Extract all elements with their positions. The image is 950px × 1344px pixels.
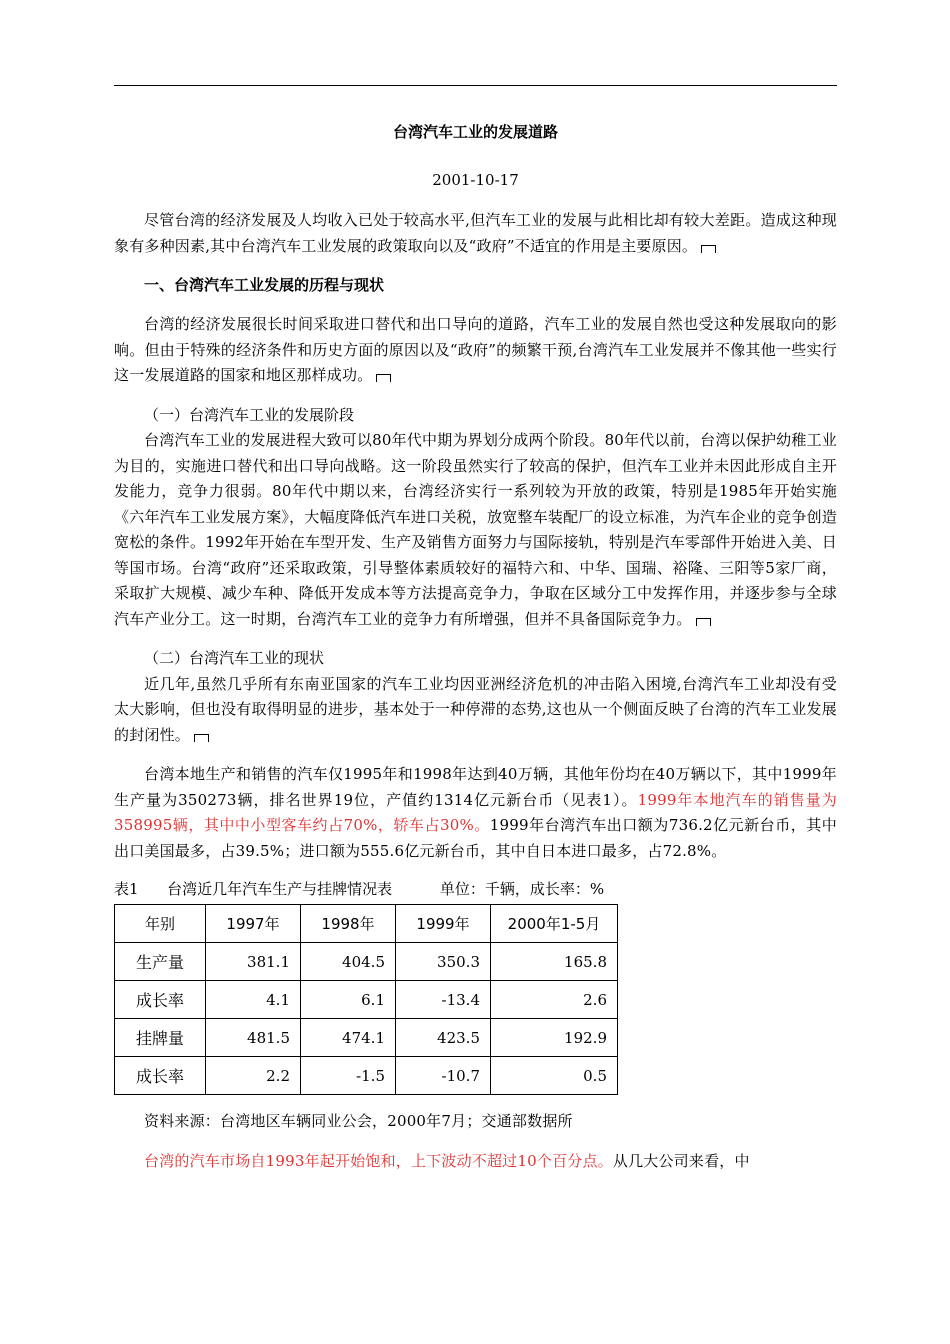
table-header-cell: 2000年1-5月 — [491, 905, 618, 943]
table-cell: 423.5 — [396, 1019, 491, 1057]
table-header-cell: 1997年 — [206, 905, 301, 943]
table-header-cell: 1998年 — [301, 905, 396, 943]
source-note: 资料来源：台湾地区车辆同业公会，2000年7月；交通部数据所 — [144, 1112, 573, 1130]
row-label: 成长率 — [115, 1057, 206, 1095]
table-header-cell: 年别 — [115, 905, 206, 943]
table-row — [115, 1019, 618, 1057]
production-table — [114, 904, 618, 1095]
table-row — [115, 943, 618, 981]
table-header-cell: 1999年 — [396, 905, 491, 943]
table-cell: 350.3 — [396, 943, 491, 981]
document-page — [114, 118, 837, 1174]
table-header-row — [115, 905, 618, 943]
table-row — [115, 981, 618, 1019]
table-cell: 481.5 — [206, 1019, 301, 1057]
table-cell: 381.1 — [206, 943, 301, 981]
subsection2-paragraph: 近几年,虽然几乎所有东南亚国家的汽车工业均因亚洲经济危机的冲击陷入困境,台湾汽车工业却没有受太大影响，但也没有取得明显的进步，基本处于一种停滞的态势,这也从一个侧面反映了台湾的汽车工业发展的封闭性。 — [114, 674, 837, 744]
document-title: 台湾汽车工业的发展道路 — [392, 123, 558, 141]
table-cell: 474.1 — [301, 1019, 396, 1057]
table-caption: 表1 台湾近几年汽车生产与挂牌情况表 单位：千辆，成长率：% — [114, 880, 605, 898]
table-cell: 165.8 — [491, 943, 618, 981]
table-cell: -10.7 — [396, 1057, 491, 1095]
row-label: 成长率 — [115, 981, 206, 1019]
table-row — [115, 1057, 618, 1095]
paragraph-mark-icon — [194, 734, 209, 742]
document-date: 2001-10-17 — [432, 171, 519, 189]
table-cell: 2.2 — [206, 1057, 301, 1095]
table-cell: -13.4 — [396, 981, 491, 1019]
table-cell: -1.5 — [301, 1057, 396, 1095]
header-rule — [114, 85, 837, 86]
row-label: 挂牌量 — [115, 1019, 206, 1057]
section-heading: 一、台湾汽车工业发展的历程与现状 — [144, 276, 385, 294]
table-cell: 404.5 — [301, 943, 396, 981]
table-cell: 0.5 — [491, 1057, 618, 1095]
statistics-paragraph: 台湾本地生产和销售的汽车仅1995年和1998年达到40万辆，其他年份均在40万辆以下，其中1999年生产量为350273辆，排名世界19位，产值约1314亿元新台币（见表1）。1999年本地汽车的销售量为358995辆，其中中小型客车约占70%，轿车占30%。1999年台湾汽车出口额为736.2亿元新台币，其中出口美国最多，占39.5%；进口额为555.6亿元新台币，其中自日本进口最多，占72.8%。 — [114, 765, 837, 860]
intro-paragraph: 尽管台湾的经济发展及人均收入已处于较高水平,但汽车工业的发展与此相比却有较大差距。造成这种现象有多种因素,其中台湾汽车工业发展的政策取向以及“政府”不适宜的作用是主要原因。 — [114, 211, 837, 255]
table-cell: 192.9 — [491, 1019, 618, 1057]
highlighted-market-text: 台湾的汽车市场自1993年起开始饱和，上下波动不超过10个百分点。 — [144, 1151, 613, 1170]
paragraph-mark-icon — [701, 245, 716, 253]
table-cell: 6.1 — [301, 981, 396, 1019]
final-paragraph: 台湾的汽车市场自1993年起开始饱和，上下波动不超过10个百分点。从几大公司来看，中 — [144, 1151, 750, 1170]
section1-paragraph: 台湾的经济发展很长时间采取进口替代和出口导向的道路，汽车工业的发展自然也受这种发展取向的影响。但由于特殊的经济条件和历史方面的原因以及“政府”的频繁干预,台湾汽车工业发展并不像其他一些实行这一发展道路的国家和地区那样成功。 — [114, 315, 837, 384]
paragraph-mark-icon — [696, 618, 711, 626]
subsection1-paragraph: 台湾汽车工业的发展进程大致可以80年代中期为界划分成两个阶段。80年代以前，台湾以保护幼稚工业为目的，实施进口替代和出口导向战略。这一阶段虽然实行了较高的保护，但汽车工业并未因此形成自主开发能力，竞争力很弱。80年代中期以来，台湾经济实行一系列较为开放的政策，特别是1985年开始实施《六年汽车工业发展方案》，大幅度降低汽车进口关税，放宽整车装配厂的设立标准，为汽车企业的竞争创造宽松的条件。1992年开始在车型开发、生产及销售方面努力与国际接轨，特别是汽车零部件开始进入美、日等国市场。台湾“政府”还采取政策，引导整体素质较好的福特六和、中华、国瑞、裕隆、三阳等5家厂商，采取扩大规模、减少车种、降低开发成本等方法提高竞争力，争取在区域分工中发挥作用，并逐步参与全球汽车产业分工。这一时期，台湾汽车工业的竞争力有所增强，但并不具备国际竞争力。 — [114, 431, 837, 628]
row-label: 生产量 — [115, 943, 206, 981]
subsection-heading-1: （一）台湾汽车工业的发展阶段 — [144, 405, 355, 424]
subsection-heading-2: （二）台湾汽车工业的现状 — [144, 649, 325, 667]
paragraph-mark-icon — [376, 374, 391, 382]
table-cell: 2.6 — [491, 981, 618, 1019]
highlighted-sales-text: 1999年本地汽车的销售量为358995辆，其中中小型客车约占70%，轿车占30%。 — [114, 790, 837, 834]
table-cell: 4.1 — [206, 981, 301, 1019]
